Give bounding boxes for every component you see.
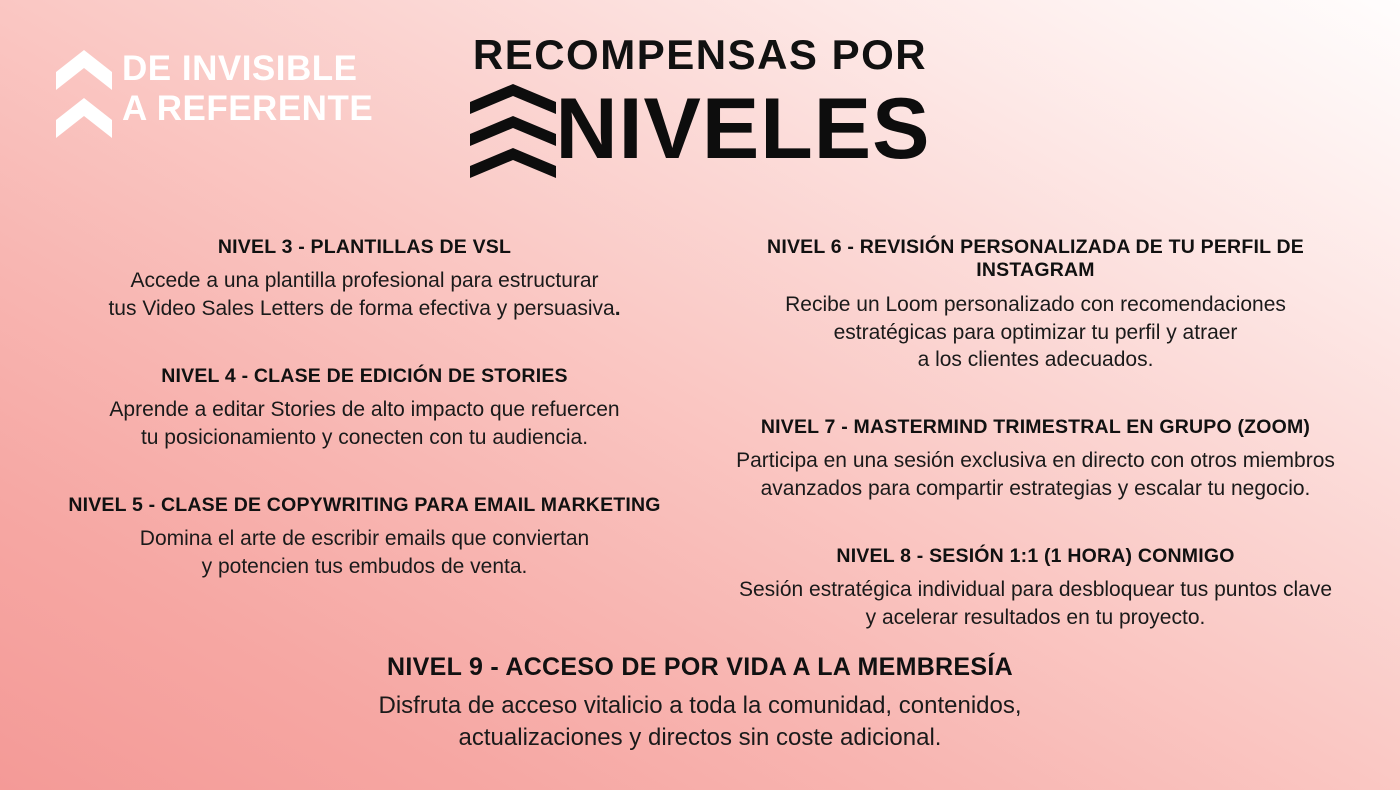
reward-item <box>711 545 1360 632</box>
title-line-2: NIVELES <box>555 81 931 178</box>
reward-description-line: actualizaciones y directos sin coste adicional. <box>458 724 942 752</box>
reward-description <box>40 396 689 451</box>
reward-description-emphasis: . <box>614 297 621 321</box>
reward-description-line: estratégicas para optimizar tu perfil y atraer <box>833 320 1238 344</box>
title-line-1: RECOMPENSAS POR <box>472 31 928 78</box>
reward-item <box>711 416 1360 503</box>
reward-description-line: Domina el arte de escribir emails que conviertan <box>139 527 590 551</box>
rewards-columns <box>40 236 1360 632</box>
reward-description-line: Recibe un Loom personalizado con recomendaciones <box>785 292 1286 316</box>
reward-description-line: tu posicionamiento y conecten con tu audiencia. <box>140 425 589 449</box>
brand-logo-text <box>122 48 373 127</box>
reward-title: NIVEL 8 - SESIÓN 1:1 (1 HORA) CONMIGO <box>836 544 1235 567</box>
rewards-column-left <box>40 236 689 632</box>
brand-logo-line1: DE INVISIBLE <box>122 49 358 88</box>
reward-description-line: y acelerar resultados en tu proyecto. <box>865 605 1206 629</box>
reward-title: NIVEL 4 - CLASE DE EDICIÓN DE STORIES <box>161 364 568 387</box>
reward-description <box>711 291 1360 374</box>
reward-description-line: Accede a una plantilla profesional para estructurar <box>130 269 599 293</box>
reward-description <box>711 447 1360 502</box>
reward-description-line: Aprende a editar Stories de alto impacto que refuercen <box>109 398 620 422</box>
reward-description <box>40 267 689 322</box>
rewards-column-right <box>711 236 1360 632</box>
reward-title: NIVEL 5 - CLASE DE COPYWRITING PARA EMAIL MARKETING <box>68 493 661 516</box>
reward-description-line: Sesión estratégica individual para desbloquear tus puntos clave <box>738 578 1333 602</box>
reward-item <box>711 236 1360 374</box>
reward-description <box>0 690 1400 755</box>
brand-logo <box>56 48 373 140</box>
brand-logo-line2: A REFERENTE <box>122 89 374 129</box>
reward-item-featured <box>0 652 1400 755</box>
reward-title: NIVEL 9 - ACCESO DE POR VIDA A LA MEMBRESÍA <box>387 653 1013 681</box>
reward-item <box>40 236 689 323</box>
reward-description-line: Participa en una sesión exclusiva en directo con otros miembros <box>736 449 1335 473</box>
reward-description-line: a los clientes adecuados. <box>917 348 1154 372</box>
reward-description <box>711 576 1360 631</box>
double-chevron-up-icon <box>56 48 112 140</box>
reward-description-line: y potencien tus embudos de venta. <box>201 554 528 578</box>
reward-title: NIVEL 6 - REVISIÓN PERSONALIZADA DE TU PERFIL DE INSTAGRAM <box>767 236 1304 282</box>
reward-description-line: avanzados para compartir estrategias y escalar tu negocio. <box>760 477 1311 501</box>
reward-title: NIVEL 3 - PLANTILLAS DE VSL <box>217 236 512 258</box>
reward-description <box>40 525 689 580</box>
reward-description-line: tus Video Sales Letters de forma efectiva y persuasiva <box>108 297 615 321</box>
reward-item <box>40 494 689 581</box>
reward-item <box>40 365 689 452</box>
triple-chevron-up-icon <box>470 82 556 178</box>
reward-title: NIVEL 7 - MASTERMIND TRIMESTRAL EN GRUPO (ZOOM) <box>760 415 1311 438</box>
reward-description-line: Disfruta de acceso vitalicio a toda la comunidad, contenidos, <box>378 692 1022 719</box>
